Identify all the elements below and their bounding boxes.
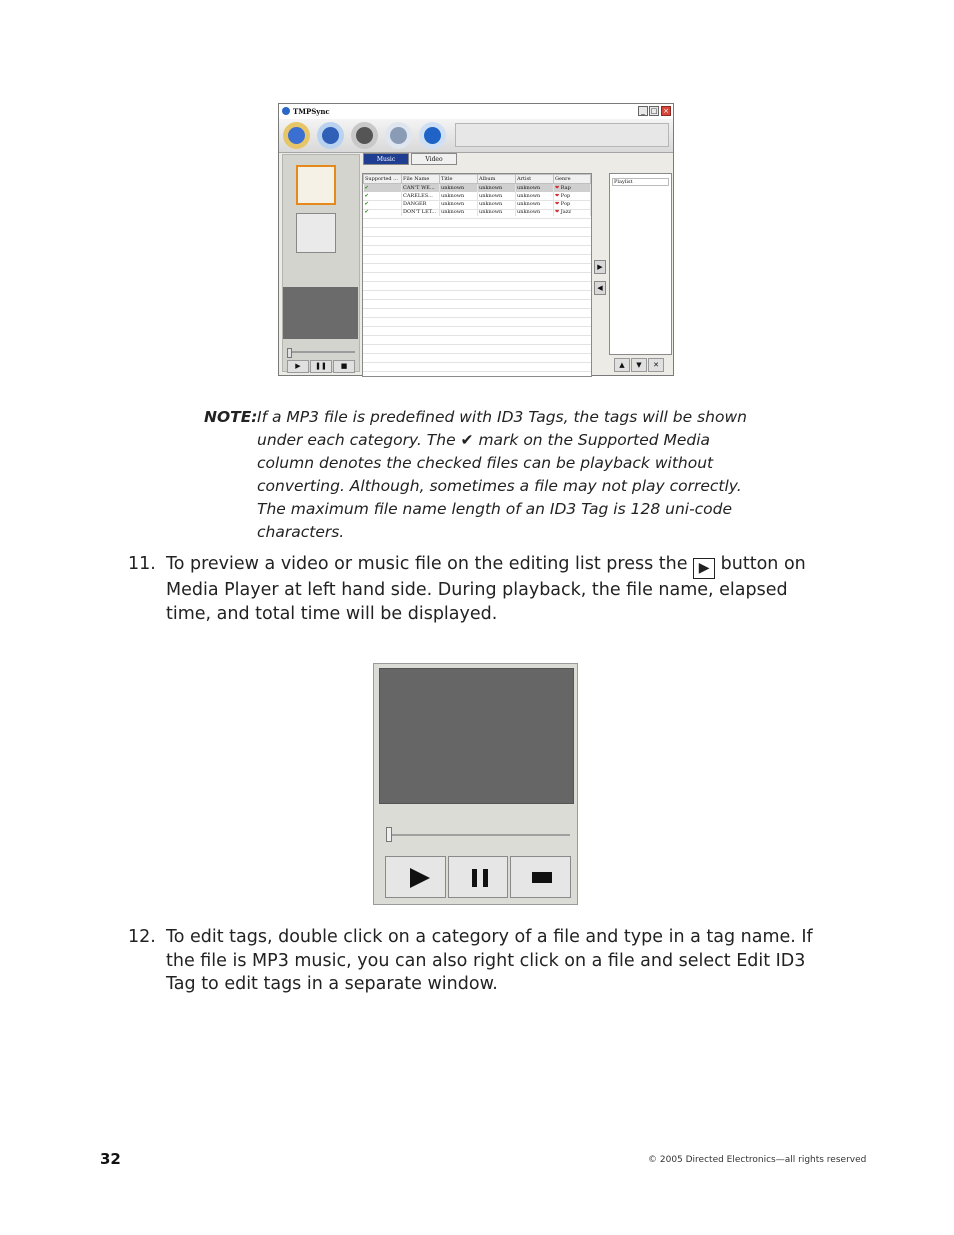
tab-video[interactable]: Video bbox=[411, 153, 457, 165]
music-mode-icon[interactable] bbox=[296, 165, 336, 205]
album-cell: unknown bbox=[478, 200, 516, 208]
seek-handle[interactable] bbox=[386, 827, 392, 842]
player-controls bbox=[385, 856, 571, 898]
stop-button[interactable] bbox=[510, 856, 571, 898]
title-cell: unknown bbox=[440, 192, 478, 200]
window-title: TMPSync bbox=[293, 107, 330, 116]
playlist-controls bbox=[614, 358, 664, 372]
copyright: © 2005 Directed Electronics—all rights reserved bbox=[648, 1155, 867, 1165]
genre-icon: ❤ bbox=[555, 193, 560, 199]
table-header-row bbox=[364, 175, 591, 184]
pause-button[interactable]: ❚❚ bbox=[310, 360, 332, 373]
player-screen bbox=[379, 668, 574, 804]
title-cell: unknown bbox=[440, 184, 478, 193]
note-text: If a MP3 file is predefined with ID3 Tags, the tags will be shown under each category. The ✔ mark on the Supported Media column denotes the checked files can be playback without converting. Although, sometimes a file may not play correctly. The maximum file name length of an ID3 Tag is 128 uni-code characters. bbox=[257, 408, 747, 541]
app-icon bbox=[282, 107, 290, 115]
column-header[interactable]: Title bbox=[440, 175, 478, 184]
pause-button[interactable] bbox=[448, 856, 509, 898]
step-12 bbox=[128, 926, 828, 997]
title-cell: unknown bbox=[440, 208, 478, 216]
player-controls bbox=[287, 360, 355, 373]
settings-icon[interactable] bbox=[317, 122, 344, 149]
close-button[interactable]: × bbox=[661, 106, 671, 116]
maximize-button[interactable]: □ bbox=[650, 107, 658, 115]
file-name: DANGER bbox=[402, 200, 440, 208]
headphones-icon[interactable] bbox=[385, 122, 412, 149]
app-screenshot bbox=[278, 103, 674, 376]
media-tabs bbox=[363, 153, 457, 166]
playlist-header[interactable]: Playlist bbox=[612, 178, 669, 186]
title-cell: unknown bbox=[440, 200, 478, 208]
step-11 bbox=[128, 553, 828, 626]
genre-icon: ❤ bbox=[555, 185, 560, 191]
artist-cell: unknown bbox=[516, 200, 554, 208]
table-row[interactable] bbox=[364, 184, 591, 193]
checkmark-icon: ✔ bbox=[364, 193, 369, 199]
title-bar bbox=[279, 104, 673, 120]
genre-cell: Pop bbox=[560, 193, 571, 199]
move-down-button[interactable]: ▼ bbox=[631, 358, 647, 372]
sidebar bbox=[282, 154, 360, 372]
table-row[interactable] bbox=[364, 192, 591, 200]
step-number: 11. bbox=[128, 554, 156, 574]
tab-music[interactable]: Music bbox=[363, 153, 409, 165]
toolbar bbox=[279, 119, 673, 153]
table-row[interactable] bbox=[364, 200, 591, 208]
minimize-button[interactable]: _ bbox=[638, 106, 648, 116]
step-text-part: To preview a video or music file on the editing list press the bbox=[166, 554, 688, 574]
genre-cell: Jazz bbox=[560, 209, 572, 215]
genre-cell: Rap bbox=[560, 185, 571, 191]
file-name: CAN'T WE... bbox=[402, 184, 440, 193]
video-mode-icon[interactable] bbox=[296, 213, 336, 253]
seek-track[interactable] bbox=[287, 351, 355, 353]
info-icon[interactable] bbox=[419, 122, 446, 149]
stop-icon bbox=[532, 872, 552, 883]
album-cell: unknown bbox=[478, 184, 516, 193]
album-cell: unknown bbox=[478, 192, 516, 200]
add-to-playlist-button[interactable]: ▶ bbox=[594, 260, 606, 274]
file-name: DON'T LET... bbox=[402, 208, 440, 216]
column-header[interactable]: Album bbox=[478, 175, 516, 184]
column-header[interactable]: Artist bbox=[516, 175, 554, 184]
play-button[interactable]: ▶ bbox=[287, 360, 309, 373]
remove-from-playlist-button[interactable]: ◀ bbox=[594, 281, 606, 295]
checkmark-icon: ✔ bbox=[364, 201, 369, 207]
sync-icon[interactable] bbox=[283, 122, 310, 149]
seek-handle[interactable] bbox=[287, 348, 292, 358]
move-up-button[interactable]: ▲ bbox=[614, 358, 630, 372]
genre-icon: ❤ bbox=[555, 201, 560, 207]
toolbar-status-area bbox=[455, 123, 669, 147]
table-row[interactable] bbox=[364, 208, 591, 216]
step-number: 12. bbox=[128, 927, 156, 947]
media-player-screen bbox=[283, 287, 358, 339]
checkmark-icon: ✔ bbox=[364, 209, 369, 215]
pause-icon bbox=[472, 869, 488, 887]
genre-icon: ❤ bbox=[555, 209, 560, 215]
play-button[interactable] bbox=[385, 856, 446, 898]
step-text-part: button on Media Player at left hand side. During playback, the file name, elapsed time, and total time will be displayed. bbox=[166, 554, 806, 624]
media-player bbox=[373, 663, 578, 905]
page-number: 32 bbox=[100, 1150, 121, 1168]
column-header[interactable]: File Name bbox=[402, 175, 440, 184]
artist-cell: unknown bbox=[516, 192, 554, 200]
play-icon bbox=[410, 868, 430, 888]
artist-cell: unknown bbox=[516, 208, 554, 216]
playlist-panel bbox=[609, 173, 672, 355]
delete-button[interactable]: ✕ bbox=[648, 358, 664, 372]
artist-cell: unknown bbox=[516, 184, 554, 193]
column-header[interactable]: Supported ... bbox=[364, 175, 402, 184]
column-header[interactable]: Genre bbox=[554, 175, 591, 184]
stop-button[interactable]: ■ bbox=[333, 360, 355, 373]
album-cell: unknown bbox=[478, 208, 516, 216]
step-text bbox=[166, 553, 828, 626]
step-text: To edit tags, double click on a category of a file and type in a tag name. If the file is MP3 music, you can also right click on a file and select Edit ID3 Tag to edit tags in a separate window. bbox=[166, 927, 813, 994]
note-label: NOTE: bbox=[204, 408, 258, 426]
file-name: CARELES... bbox=[402, 192, 440, 200]
checkmark-icon: ✔ bbox=[364, 185, 369, 191]
note-block bbox=[204, 406, 752, 544]
file-list bbox=[362, 173, 592, 377]
device-icon[interactable] bbox=[351, 122, 378, 149]
genre-cell: Pop bbox=[560, 201, 571, 207]
play-icon: ▶ bbox=[693, 558, 715, 579]
seek-track[interactable] bbox=[386, 834, 570, 836]
